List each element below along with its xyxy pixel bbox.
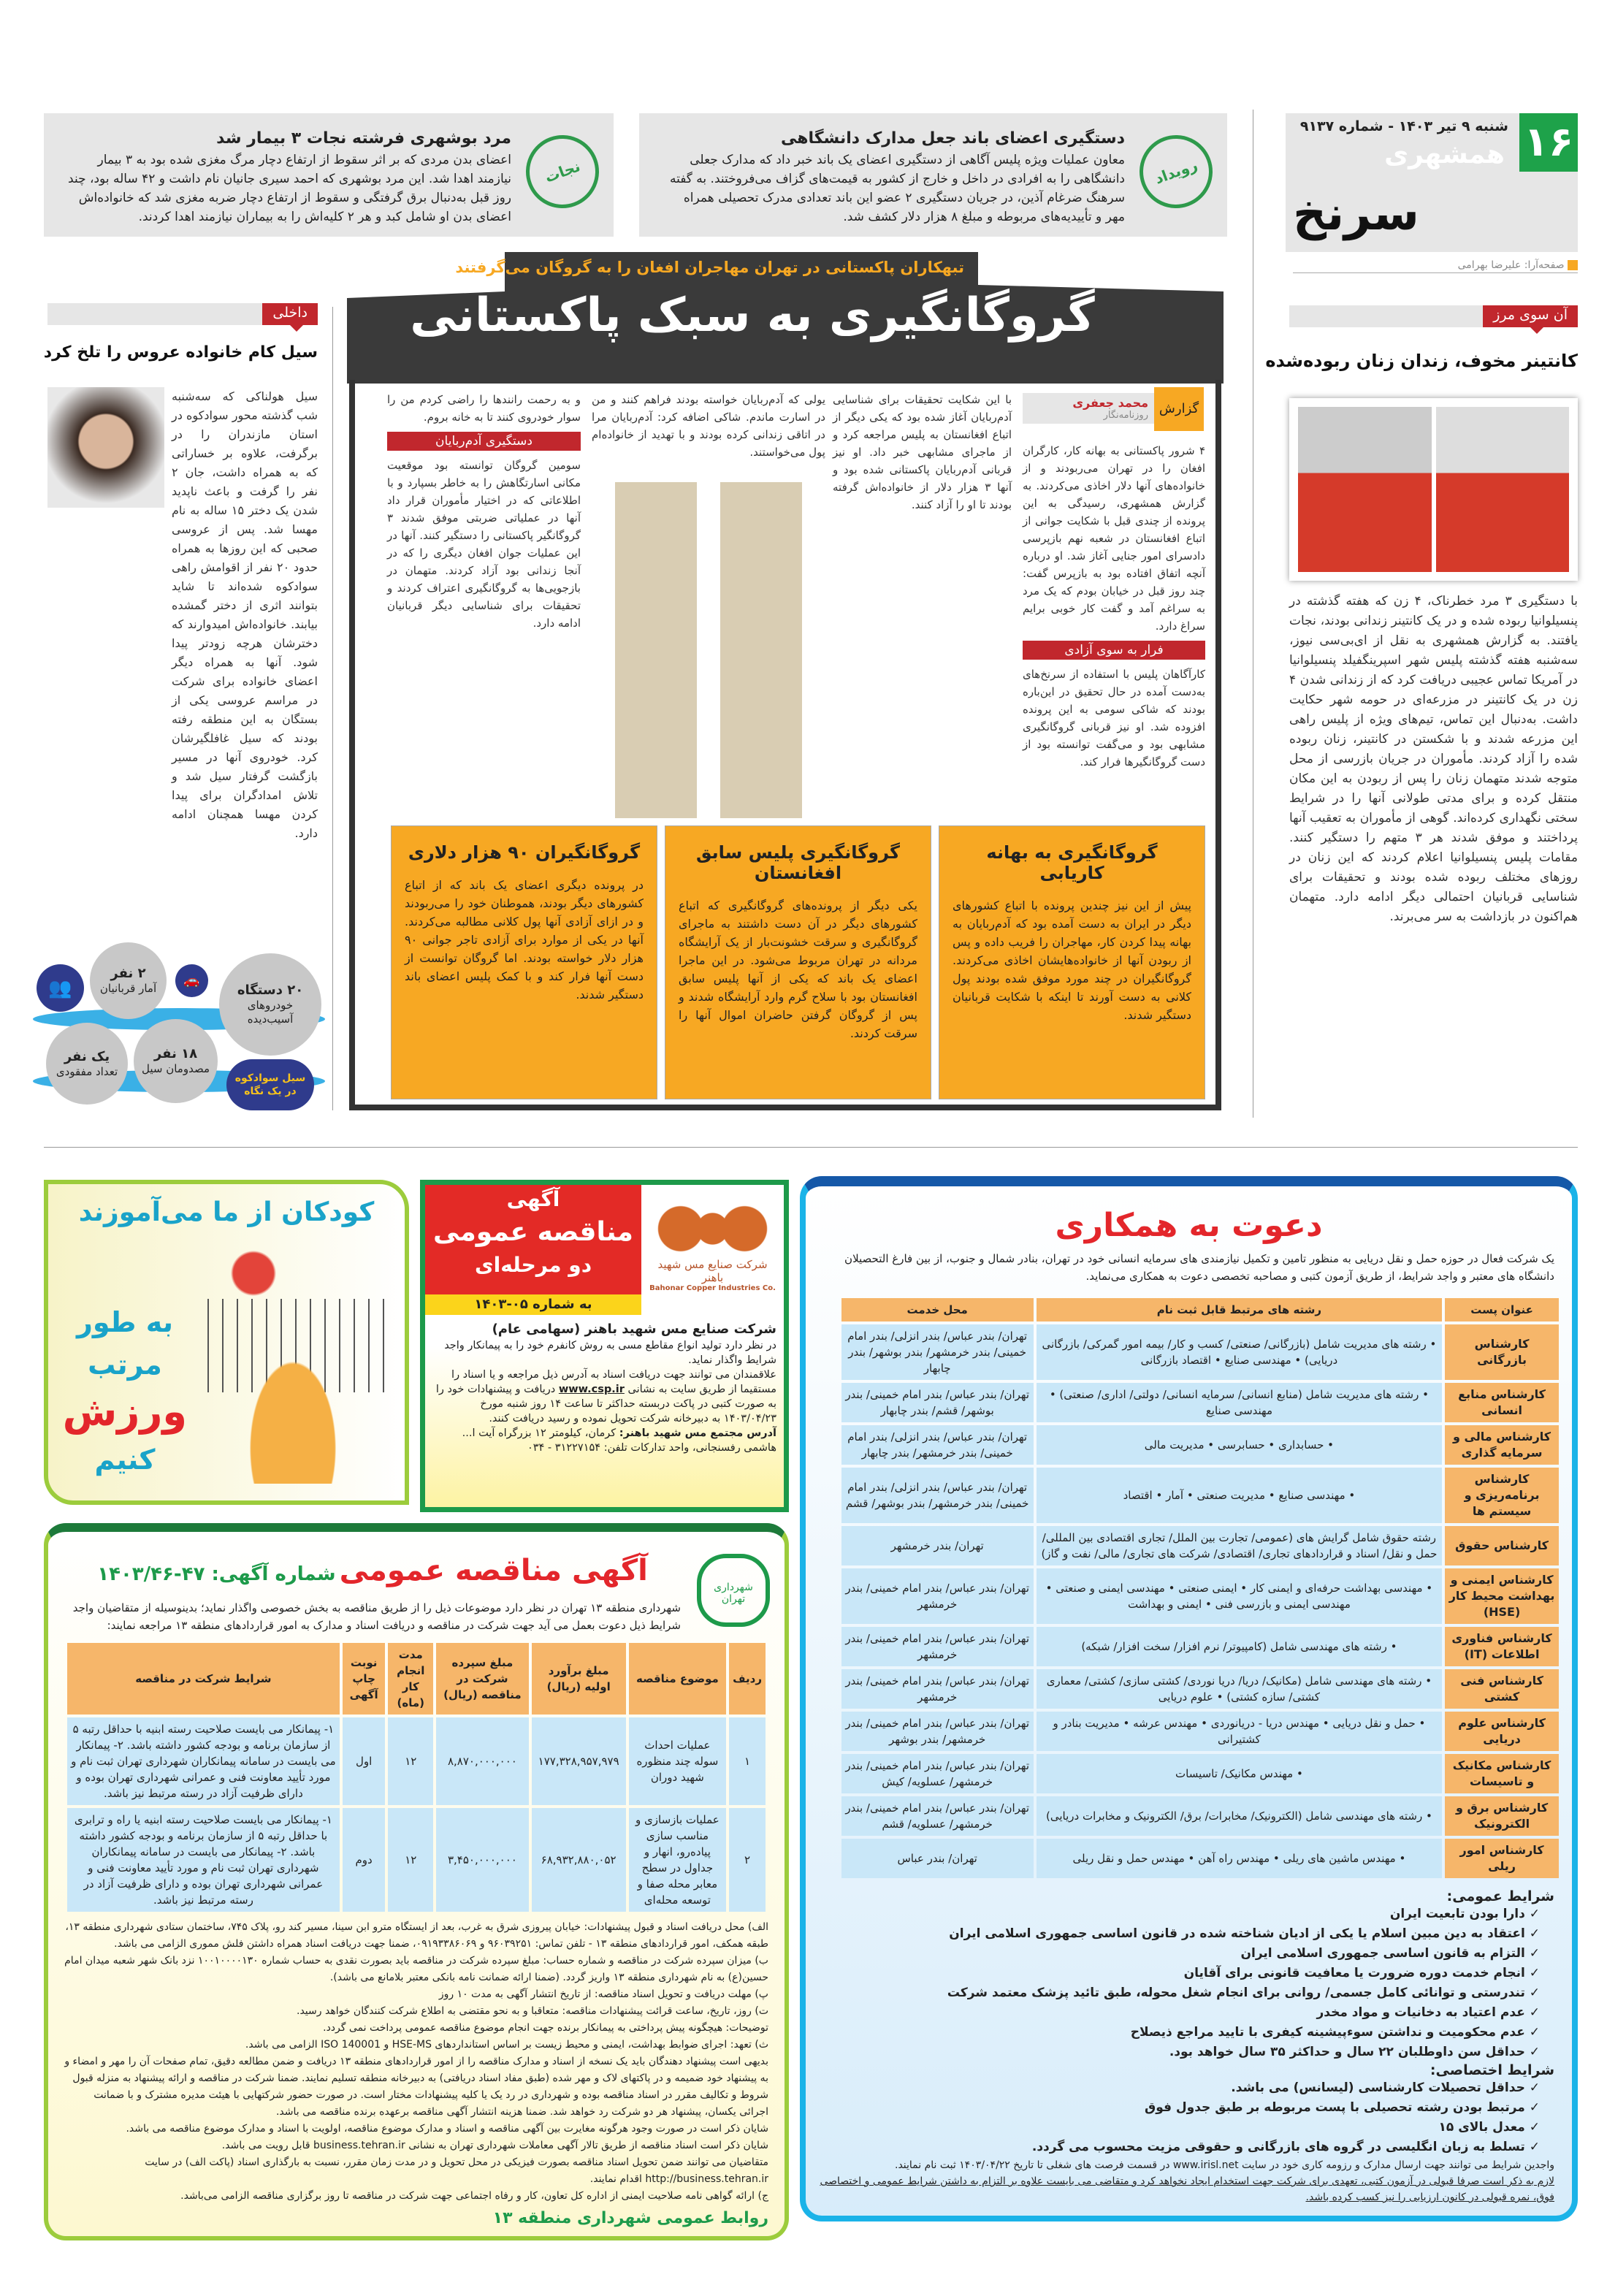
table-cell: تهران/ بندر عباس/ بندر امام خمینی/ بندر خرمشهر — [841, 1627, 1034, 1666]
condition-item: ✓ مرتبط بودن رشته تحصیلی با پست مربوطه بر طبق جدول فوق — [816, 2098, 1540, 2118]
box-text: در پرونده دیگری اعضای یک باند که از اتباع کشورهای دیگر بودند، هموطنان خود را می‌ربودند و در ازای آزادی آنها پول کلانی مطالبه می‌کردند. آنها در یکی از موارد برای آزادی تاجر جوانی ۹۰ هزار دلار خواسته بودند. اما گروگان توانست از دست آنها فرار کند و با کمک پلیس اعضای باند دستگیر شدند. — [405, 878, 644, 1002]
table-cell: عملیات احداث سوله چند منظوره شهید دوران — [629, 1717, 727, 1805]
column-header: عنوان پست — [1445, 1298, 1559, 1321]
article-kicker: تبهکاران پاکستانی در تهران مهاجران افغان را به گروگان می‌گرفتند — [455, 259, 964, 276]
table-cell: کارشناس امور ریلی — [1445, 1839, 1559, 1878]
ad-slogan-line: مرتب — [88, 1349, 162, 1381]
condition-item: ✓ تندرستی و توانائی کامل جسمی/ روانی برای انجام شغل محوله، طبق تائید پزشک معتمد شرکت — [816, 1983, 1540, 2003]
box-former-police — [665, 825, 931, 1099]
ad-slogan-line: به طور — [76, 1306, 174, 1338]
ad-signature: روابط عمومی شهرداری منطقه ۱۳ — [492, 2209, 768, 2227]
website-link[interactable]: www.csp.ir — [558, 1384, 625, 1395]
paper-name-logo: همشهری — [1384, 140, 1505, 169]
ad-text: در نظر دارد تولید انواع مقاطع مسی به روش کانفرم خود را به پیمانکار واجد شرایط واگذار نماید. — [444, 1340, 776, 1366]
table-cell: دوم — [343, 1808, 386, 1912]
tender-number: به شماره ۰۵-۱۴۰۳ — [425, 1294, 641, 1315]
box-title: گروگانگیران ۹۰ هزار دلاری — [408, 842, 641, 863]
section-tag: داخلی — [47, 303, 318, 325]
table-row — [841, 1839, 1559, 1878]
col-3 — [592, 391, 825, 461]
table-cell: ۱- پیمانکار می بایست صلاحیت رسته ابنیه با حداقل رتبه ۵ از سازمان برنامه و بودجه کشور داشته باشد. ۲- پیمانکار می بایست در سامانه پیمانکاران شهرداری تهران ثبت نام و مورد تأیید معاونت فنی و عمرانی شهرداری تهران بوده و دارای ظرفیت آزاد در رسته مرتبط نیز باشد. — [67, 1717, 340, 1805]
table-row — [841, 1468, 1559, 1523]
table-cell: اول — [343, 1717, 386, 1805]
table-cell: ۳,۴۵۰,۰۰۰,۰۰۰ — [436, 1808, 529, 1912]
issue-date: شنبه ۹ تیر ۱۴۰۳ - شماره ۹۱۳۷ — [1299, 118, 1508, 134]
table-cell: کارشناس مالی و سرمایه گذاری — [1445, 1425, 1559, 1465]
stat-cars: ۲۰ دستگاه خودروهای آسیب‌دیده — [219, 953, 321, 1056]
page-designer — [1293, 259, 1578, 273]
tender-number: شماره آگهی: ۴۷-۱۴۰۳/۴۶ — [97, 1563, 336, 1585]
article-body: ۴ شرور پاکستانی به بهانه کار، کارگران افغان را در تهران می‌ربودند و از خانواده‌های آنها دلار اخاذی می‌کردند. به گزارش همشهری، رسیدگی به این پرونده از چندی قبل با شکایت جوانی از اتباع افغانستان در شعبه نهم بازپرسی دادسرای امور جنایی آغاز شد. او درباره آنچه اتفاق افتاده بود به بازپرس گفت: چند روز قبل در خیابان بودم که یک مرد به سراغم آمد و گفت کار خوبی برایم سراغ دارد. — [1023, 444, 1205, 633]
table-cell: • حمل و نقل دریایی • مهندس دریا - دریانوردی • مهندس عرشه • مدیریت بنادر و کشتیرانی — [1037, 1712, 1442, 1751]
tehran-logo: شهرداری تهران — [697, 1554, 770, 1627]
table-row — [841, 1754, 1559, 1793]
table-cell: کارشناس حقوق — [1445, 1526, 1559, 1565]
table-cell: کارشناس فنی کشتی — [1445, 1669, 1559, 1709]
page-number: ۱۶ — [1519, 113, 1578, 172]
table-cell: کارشناس برق و الکترونیک — [1445, 1796, 1559, 1836]
box-title: گروگانگیری پلیس سابق افغانستان — [696, 842, 900, 883]
column-header: ردیف — [729, 1643, 766, 1715]
table-cell: تهران/ بندر عباس/ بندر امام خمینی/ بندر خرمشهر — [841, 1568, 1034, 1624]
kids-sport-ad — [44, 1180, 409, 1505]
tender-note: شایان ذکر است اسناد مناقصه از طریق تالار آگهی معاملات شهرداری تهران به نشانی business.tehran.ir قابل رویت می باشد. — [221, 2140, 768, 2151]
table-row — [841, 1324, 1559, 1380]
table-row — [841, 1627, 1559, 1666]
column-header: نوبت چاپ آگهی — [343, 1643, 386, 1715]
table-cell: تهران/ بندر عباس/ بندر امام خمینی/ بندر خرمشهر — [841, 1669, 1034, 1709]
tender-notes — [64, 1919, 768, 2205]
column-header: مبلغ برآورد اولیه (ریال) — [532, 1643, 626, 1715]
table-cell: تهران/ بندر عباس/ بندر انزلی/ بندر امام خمینی/ بندر خرمشهر/ بندر بوشهر/ بندر چابهار — [841, 1324, 1034, 1380]
bahonar-tender-ad — [420, 1180, 789, 1512]
tender-note: توضیحات: هیچگونه پیش پرداختی به پیمانکار برنده جهت انجام موضوع مناقصه عمومی پرداخت نمی گردد. — [323, 2022, 768, 2034]
column-header: رشته های مرتبط قابل ثبت نام — [1037, 1298, 1442, 1321]
detainees-photo — [592, 482, 825, 818]
box-title: گروگانگیری به بهانه کاریابی — [986, 842, 1158, 883]
table-cell: ۸,۸۷۰,۰۰۰,۰۰۰ — [436, 1717, 529, 1805]
table-row — [841, 1669, 1559, 1709]
table-cell: ۶۸,۹۳۲,۸۸۰,۰۵۲ — [532, 1808, 626, 1912]
box-job-pretext — [939, 825, 1205, 1099]
column-header: شرایط شرکت در مناقصه — [67, 1643, 340, 1715]
byline — [1023, 393, 1154, 424]
table-cell: • مهندس ماشین های ریلی • مهندس راه آهن • مهندس حمل و نقل ریلی — [1037, 1839, 1442, 1878]
table-cell: تهران/ بندر عباس/ بندر امام خمینی/ بندر خرمشهر/ بندر بوشهر — [841, 1712, 1034, 1751]
table-row — [841, 1712, 1559, 1751]
stat-missing: یک نفر تعداد مفقودی — [46, 1023, 128, 1105]
table-cell: • مهندسی صنایع • مدیریت صنعتی • آمار • اقتصاد — [1037, 1468, 1442, 1523]
table-cell: • مهندس مکانیک/ تاسیسات — [1037, 1754, 1442, 1793]
infographic-title: سیل سوادکوه در یک نگاه — [226, 1059, 314, 1110]
table-cell: ۱۲ — [388, 1808, 433, 1912]
ad-text: دریافت و پیشنهادات خود را به صورت کتبی در پاکت دربسته حداکثر تا ساعت ۱۴ روز شنبه مورخ ۱۴۰۳/۰۴/۲۳ به دبیرخانه شرکت تحویل نموده و رسید دریافت کنند. — [435, 1384, 776, 1424]
table-cell: تهران/ بندر عباس/ بندر امام خمینی/ بندر خرمشهر/ عسلویه/ کیش — [841, 1754, 1034, 1793]
logo-mark — [649, 1200, 776, 1258]
table-cell: تهران/ بندر عباس/ بندر انزلی/ بندر امام خمینی/ بندر خرمشهر/ بندر چابهار — [841, 1425, 1034, 1465]
conditions-title: شرایط اختصاصی: — [1429, 2062, 1554, 2078]
tender-note: متقاضیان می توانند ضمن تحویل اسناد مناقصه بصورت فیزیکی در محل تحویل و در مدت زمان مقرر، نسبت به بارگذاری اسناد (پاکت الف) در سایت http://business.tehran.ir اقدام نمایند. — [145, 2156, 768, 2185]
table-cell: • حسابداری • حسابرسی • مدیریت مالی — [1037, 1425, 1442, 1465]
brief-text: اعضای بدن مردی که بر اثر سقوط از ارتفاع دچار مرگ مغزی شده بود به ۳ بیمار نیازمند اهدا شد. این مرد بوشهری که احمد سیری جانیان نام داشت و ۴۲ ساله بود، چند روز قبل به‌دنبال برق گرفتگی و سقوط از ارتفاع دچار ضربه مغزی شد که خانواده‌اش اعضای بدن او شامل کبد و هر ۲ کلیه‌اش را به بیماران نیازمند اهدا کردند. — [68, 153, 511, 224]
municipality-tender-ad — [44, 1523, 789, 2240]
condition-item: ✓ حداقل سن داوطلبان ۲۲ سال و حداکثر ۳۵ سال خواهد بود. — [816, 2043, 1540, 2062]
table-row — [67, 1717, 766, 1805]
table-cell: عملیات بازسازی و مناسب سازی پیاده‌رو، انهار و جداول در سطح معابر محله صفا و توسعه محله‌ای — [629, 1808, 727, 1912]
tender-note: ج) ارائه گواهی نامه صلاحیت ایمنی از اداره کل تعاون، کار و رفاه اجتماعی جهت شرکت در مناقصه تا روز برگزاری مناقصه الزامی می‌باشد. — [180, 2190, 768, 2202]
brief-title: مرد بوشهری فرشته نجات ۳ بیمار شد — [216, 129, 511, 148]
company-logo — [649, 1200, 776, 1292]
condition-item: ✓ تسلط به زبان انگلیسی در گروه های بازرگانی و حقوقی مزیت محسوب می گردد. — [816, 2137, 1540, 2157]
suspects-photo — [1289, 398, 1578, 581]
address-label: آدرس مجتمع مس شهید باهنر: — [619, 1427, 776, 1439]
brief-university-forgery — [639, 113, 1227, 237]
article-body: سومین گروگان توانسته بود موقعیت مکانی اسارتگاهش را به خاطر بسپارد و با اطلاعاتی که در اختیار مأموران قرار داد آنها در عملیاتی ضربتی موفق شدند ۳ گروگانگیر پاکستانی را دستگیر کنند. آنها در این عملیات جوان افغان دیگری را که در آنجا زندانی بود آزاد کردند. متهمان در بازجویی‌ها به گروگانگیری اعتراف کردند و تحقیقات برای شناسایی دیگر قربانیان ادامه دارد. — [387, 459, 581, 630]
author-role: روزنامه‌نگار — [1103, 410, 1148, 421]
general-conditions — [816, 1904, 1554, 2062]
col-4 — [387, 391, 581, 632]
tender-note: ت) روز، تاریخ، ساعت قرائت پیشنهادات مناقصه: متعاقبا و به نحو مقتضی به اطلاع شرکت کنندگان خواهد رسید. — [297, 2005, 768, 2017]
brief-organ-donation — [44, 113, 614, 237]
subheading: دستگیری آدم‌ربایان — [387, 432, 581, 451]
article-headline: کانتینر مخوف، زندان زنان ربوده‌شده — [1265, 351, 1578, 371]
author-name: محمد جعفری — [1072, 396, 1148, 410]
table-cell: • مهندسی بهداشت حرفه‌ای و ایمنی کار • ایمنی صنعتی • مهندسی ایمنی و صنعتی • مهندسی ایمنی و بازرسی فنی • ایمنی و بهداشت — [1037, 1568, 1442, 1624]
table-cell: کارشناس فناوری اطلاعات (IT) — [1445, 1627, 1559, 1666]
ad-intro: یک شرکت فعال در حوزه حمل و نقل دریایی به منظور تامین و تکمیل نیازمندی های سرمایه انسانی خود در تهران، بنادر شمال و جنوب، از بین فارغ التحصیلان دانشگاه های معتبر و واجد شرایط، از طریق آزمون کتبی و مصاحبه تخصصی دعوت به همکاری می‌نماید. — [844, 1252, 1554, 1283]
subheading: فرار به سوی آزادی — [1023, 641, 1205, 660]
jobs-table — [839, 1295, 1562, 1881]
article-body: کارآگاهان پلیس با استفاده از سرنخ‌های به‌دست آمده در حال تحقیق در این‌باره بودند که شاکی سومی به این پرونده افزوده شد. او نیز قربانی گروگانگیری مشابهی بود و می‌گفت توانسته بود از دست گروگانگیرها فرار کند. — [1023, 668, 1205, 768]
tender-note: الف) محل دریافت اسناد و قبول پیشنهادات: خیابان پیروزی شرق به غرب، بعد از ایستگاه مترو ابن سینا، مسیر کند رو، پلاک ۷۴۵، ساختمان ستادی شهرداری منطقه ۱۳، طبقه همکف، امور قراردادهای منطقه ۱۳ - تلفن تماس: ۹۶۰۳۹۲۵۱ و ۰۹۱۹۳۳۸۶۰۶۹، ضمنا جهت دریافت اسناد همراه داشتن فلش مموری الزامی می باشد. — [65, 1921, 768, 1950]
table-cell: ۱۲ — [388, 1717, 433, 1805]
condition-item: ✓ دارا بودن تابعیت ایران — [816, 1904, 1540, 1924]
ad-footer: لازم به ذکر است صرفا قبولی در آزمون کتبی، تعهدی برای شرکت جهت استخدام ایجاد نخواهد کرد و متقاضی می بایست علاوه بر التزام به داشتن شرایط عمومی و اختصاصی فوق، نمره قبولی در کانون ارزیابی را نیز کسب کرده باشد. — [820, 2175, 1554, 2203]
col-2 — [833, 391, 1012, 514]
col-1 — [1023, 442, 1205, 771]
ad-label: دو مرحله‌ای — [474, 1253, 592, 1277]
tender-note: پ) مهلت دریافت و تحویل اسناد مناقصه: از تاریخ انتشار آگهی به مدت ۱۰ روز — [438, 1988, 768, 2000]
tender-note: ث) تعهد: اجرای ضوابط بهداشت، ایمنی و محیط زیست بر اساس استانداردهای HSE-MS و ISO 140001 الزامی می باشد. — [245, 2039, 768, 2051]
table-cell: کارشناس ایمنی و بهداشت محیط کار (HSE) — [1445, 1568, 1559, 1624]
masthead — [1286, 113, 1578, 252]
box-text: یکی دیگر از پرونده‌های گروگانگیری که اتباع کشورهای دیگر در آن دست داشتند به ماجرای گروگانگیری و سرقت خشونت‌بار از یک آرایشگاه مردانه در تهران مربوط می‌شود. در این ماجرا اعضای یک باند که یکی از آنها پلیس سابق افغانستان بود با سلاح گرم وارد آرایشگاه شدند و پس از گروگان گرفتن حاضران اموال آنها را سرقت کردند. — [679, 899, 917, 1040]
section-tag: آن سوی مرز — [1289, 305, 1578, 327]
column-divider — [332, 307, 333, 1110]
article-body: با دستگیری ۳ مرد خطرناک، ۴ زن که هفته گذشته در پنسیلوانیا ربوده شده و در یک کانتینر زندانی بودند، نجات یافتند. به گزارش همشهری به نقل از ای‌بی‌سی نیوز، سه‌شنبه هفته گذشته پلیس شهر اسپرینگفیلد پنسیلوانیا در آمریکا تماس عجیبی دریافت کرد که از زندانی شدن ۴ زن در یک کانتینر در مزرعه‌ای در حومه شهر حکایت داشت. به‌دنبال این تماس، تیم‌های ویژه از پلیس راهی این مزرعه شدند و با شکستن در کانتینر، زنان ربوده شده را آزاد کردند. مأموران در جریان بازرسی از محل متوجه شدند متهمان زنان را پس از ربودن به این مکان منتقل کرده و برای مدتی طولانی آنها را در شرایط سختی نگهداری کرده‌اند. گوهی از مأموران به تعقیب آنها پرداختند و موفق شدند هر ۳ متهم را دستگیر کنند. مقامات پلیس پنسیلوانیا اعلام کردند که این زنان در روزهای مختلف ربوده شده بودند و تحقیقات برای شناسایی قربانیان احتمالی دیگر ادامه دارد. متهمان هم‌اکنون در بازداشت به سر می‌برند. — [1289, 594, 1579, 924]
section-divider — [44, 1147, 1578, 1148]
table-row — [841, 1425, 1559, 1465]
main-headline: گروگانگیری به سبک پاکستانی — [410, 289, 1095, 343]
ad-title: آگهی مناقصه عمومی — [339, 1554, 648, 1587]
table-cell: کارشناس علوم دریایی — [1445, 1712, 1559, 1751]
stat-victims: ۲ نفر آمار قربانیان — [90, 942, 167, 1019]
table-cell: ۲ — [729, 1808, 766, 1912]
article-headline: سیل کام خانواده عروس را تلخ کرد — [43, 343, 318, 362]
table-cell: کارشناس بازرگانی — [1445, 1324, 1559, 1380]
address: کرمان، کیلومتر ۱۲ بزرگراه آیت ا... هاشمی رفسنجانی، واحد تدارکات تلفن: ۳۱۲۲۷۱۵۴ - ۰۳۴ — [462, 1427, 776, 1454]
report-label: گزارش — [1154, 387, 1204, 431]
job-invitation-ad — [800, 1176, 1578, 2221]
condition-item: ✓ عدم اعتیاد به دخانیات و مواد مخدر — [816, 2003, 1540, 2023]
ad-label: آگهی — [506, 1187, 560, 1211]
ad-title: دعوت به همکاری — [1055, 1207, 1323, 1244]
table-cell: تهران/ بندر عباس/ بندر امام خمینی/ بندر بوشهر/ قشم/ بندر چابهار — [841, 1383, 1034, 1422]
condition-item: ✓ معدل بالای ۱۵ — [816, 2118, 1540, 2137]
box-90k-dollars — [391, 825, 657, 1099]
ad-intro: شهرداری منطقه ۱۳ تهران در نظر دارد موضوعات ذیل را از طریق مناقصه به بخش خصوصی واگذار نماید؛ بدینوسیله از متقاضیان واجد شرایط ذیل دعوت بعمل می آید جهت شرکت در مناقصه و دریافت اسناد و مدارک به امور قراردادهای منطقه ۱۳ مراجعه نمایند: — [72, 1601, 681, 1632]
ad-slogan-highlight: ورزش — [62, 1389, 187, 1435]
table-cell: رشته حقوق شامل گرایش های (عمومی/ تجارت بین الملل/ تجاری اقتصادی بین المللی/ حمل و نقل/ اسناد و قراردادهای تجاری/ اقتصادی/ شرکت های تجاری/ مالی/ نفت و گاز) — [1037, 1526, 1442, 1565]
designer-name: صفحه‌آرا: علیرضا بهرامی — [1457, 259, 1565, 271]
volleyball-illustration — [194, 1250, 392, 1484]
article-body: سیل هولناکی که سه‌شنبه شب گذشته محور سوادکوه در استان مازندران را در برگرفت، علاوه بر خساراتی که به همراه داشت، جان ۲ نفر را گرفت و باعث ناپدید شدن یک دختر ۱۵ ساله به نام مهسا شد. پس از عروسی صحبی که این روزها به همراه حدود ۲۰ نفر از اقوامش راهی سوادکوه شده‌اند تا شاید بتوانند اثری از دختر گمشده بیابند. خانواده‌اش امیدوارند که دخترشان هرچه زودتر پیدا شود. آنها به همراه دیگر اعضای خانواده برای شرکت در مراسم عروسی یکی از بستگان به این منطقه رفته بودند که سیل غافلگیرشان کرد. خودروی آنها در مسیر بازگشت گرفتار سیل شد و تلاش امدادگران برای پیدا کردن مهسا همچنان ادامه دارد. — [172, 389, 318, 840]
condition-item: ✓ عدم محکومیت و نداشتن سوء‌پیشینه کیفری با تایید مراجع ذیصلاح — [816, 2023, 1540, 2043]
table-row — [67, 1808, 766, 1912]
brief-text: معاون عملیات ویژه پلیس آگاهی از دستگیری اعضای یک باند خبر داد که مدارک جعلی دانشگاهی را به افرادی در داخل و خارج از کشور به قیمت‌های گزاف می‌فروختند. به گفته سرهنگ ضرغام آذین، در جریان دستگیری ۲ عضو این باند تعدادی مدرک تحصیلی همراه مهر و تأییدیه‌های مربوطه و مبلغ ۸ هزار دلار کشف شد. — [669, 153, 1125, 224]
table-row — [841, 1796, 1559, 1836]
table-cell: کارشناس مکانیک و تاسیسات — [1445, 1754, 1559, 1793]
tender-note: بدیهی است پیشنهاد دهندگان باید یک نسخه از اسناد و مدارک مناقصه را از امور قراردادهای منطقه ۱۳ دریافت و ضمن مطالعه دقیق، تمام صفحات آن را مهر و امضاء و به پیشنهاد خود ضمیمه و در پاکتهای لاک و مهر شده (طبق مفاد اسناد دریافتی) به دبیرخانه منطقه تسلیم نمایند. ضمنا شرکت در مناقصه و ارائه پیشنهاد به منزله قبول شروط و تکالیف مقرر در اسناد مناقصه بوده و شهرداری در رد یک یا کلیه پیشنهادات مختار است. در صورت حضور شرکتهایی با هیئت مدیره مشترک و با ضمانت اجرائی یکسان، پیشنهاد هر دو شرکت رد خواهد شد. ضمنا هزینه انتشار آگهی مناقصه برعهده برنده مناقصه می باشد. — [64, 2056, 768, 2118]
column-header: مدت انجام کار (ماه) — [388, 1643, 433, 1715]
article-body: با این شکایت تحقیقات برای شناسایی آدم‌ربایان آغاز شده بود که یکی دیگر از اتباع افغانستان به پلیس مراجعه کرد و از ماجرای مشابهی خبر داد. او نیز قربانی آدم‌ربایان پاکستانی شده بود و آنها ۳ هزار دلار از خانواده‌اش گرفته بودند تا او را آزاد کنند. — [833, 393, 1012, 511]
column-header: موضوع مناقصه — [629, 1643, 727, 1715]
car-icon: 🚗 — [175, 964, 208, 997]
section-logo: سرنخ — [1293, 187, 1419, 241]
table-row — [841, 1383, 1559, 1422]
table-cell: ۱ — [729, 1717, 766, 1805]
stat-injured: ۱۸ نفر مصدومان سیل — [134, 1019, 218, 1103]
condition-item: ✓ التزام به قانون اساسی جمهوری اسلامی ایران — [816, 1944, 1540, 1964]
ad-label: مناقصه عمومی — [433, 1217, 633, 1247]
condition-item: ✓ اعتقاد به دین مبین اسلام یا یکی از ادیان شناخته شده در قانون اساسی جمهوری اسلامی ایران — [816, 1924, 1540, 1944]
stamp-icon: رویداد — [1129, 125, 1223, 218]
column-header: محل خدمت — [841, 1298, 1034, 1321]
ad-title: کودکان از ما می‌آموزند — [78, 1197, 375, 1227]
table-cell: ۱۷۷,۳۲۸,۹۵۷,۹۷۹ — [532, 1717, 626, 1805]
table-cell: ۱- پیمانکار می بایست صلاحیت رسته ابنیه یا راه و ترابری با حداقل رتبه ۵ از سازمان برنامه و بودجه کشور داشته باشد. ۲- پیمانکار می بایست در سامانه پیمانکاران شهرداری تهران ثبت نام و مورد تأیید معاونت فنی و عمرانی شهرداری تهران بوده و دارای ظرفیت آزاد در رسته مرتبط نیز باشد. — [67, 1808, 340, 1912]
box-text: پیش از این نیز چندین پرونده با اتباع کشورهای دیگر در ایران به دست آمده بود که آدم‌ربایان به بهانه پیدا کردن کار، مهاجران را فریب داده و پس از ربودن آنها از خانواده‌هایشان اخاذی می‌کردند. گروگانگیران در چند مورد موفق شده بودند پول کلانی به دست آورند تا اینکه با شکایت قربانیان دستگیر شدند. — [953, 899, 1191, 1022]
table-cell: • رشته های مهندسی شامل (الکترونیک/ مخابرات/ برق/ الکترونیک و مخابرات دریایی) — [1037, 1796, 1442, 1836]
article-body: و به رحمت رانندها را راضی کردم من را سوار خودروی کنند تا به خانه بروم. — [387, 393, 581, 424]
column-header: مبلغ سپرده شرکت در مناقصه (ریال) — [436, 1643, 529, 1715]
logo-text-en: Bahonar Copper Industries Co. — [649, 1284, 776, 1292]
table-row — [841, 1526, 1559, 1565]
table-cell: • رشته های مهندسی شامل (مکانیک/ دریا/ دریا نوردی/ کشتی سازی/ کشتی/ معماری کشتی/ سازه کشتی) • علوم دریایی — [1037, 1669, 1442, 1709]
ad-slogan-line: کنیم — [94, 1443, 156, 1476]
article-body: یولی که آدم‌ربایان خواسته بودند فراهم کنند و من در اسارت ماندم. شاکی اضافه کرد: آدم‌ربایان مرا در اتاقی زندانی کرده بودند و با تهدید از خانواده‌ام پول می‌خواستند. — [592, 393, 825, 459]
company-name: شرکت صنایع مس شهید باهنر (سهامی عام) — [492, 1321, 776, 1337]
table-cell: • رشته های مهندسی شامل (کامپیوتر/ نرم افزار/ سخت افزار/ شبکه) — [1037, 1627, 1442, 1666]
condition-item: ✓ حداقل تحصیلات کارشناسی (لیسانس) می باشد. — [816, 2078, 1540, 2098]
table-cell: تهران/ بندر عباس/ بندر انزلی/ بندر امام خمینی/ بندر خرمشهر/ بندر بوشهر/ قشم — [841, 1468, 1034, 1523]
table-cell: • رشته های مدیریت شامل (بازرگانی/ صنعتی/ کسب و کار/ بیمه امور گمرکی/ بازرگانی دریایی) • مهندسی صنایع • اقتصاد بازرگانی — [1037, 1324, 1442, 1380]
table-cell: کارشناس برنامه‌ریزی و سیستم ها — [1445, 1468, 1559, 1523]
tender-note: ب) میزان سپرده شرکت در مناقصه و شماره حساب: مبلغ سپرده شرکت در مناقصه باید بصورت نقدی به حساب شماره ۱۰۰۱۰۰۰۰۱۳۰ نزد بانک شهر شعبه میدان امام حسین(ع) به نام شهرداری منطقه ۱۳ واریز گردد. (ضمنا ارائه ضمانت نامه بانکی معتبر بلامانع می باشد). — [64, 1955, 768, 1983]
tender-table — [64, 1640, 768, 1915]
table-cell: کارشناس منابع انسانی — [1445, 1383, 1559, 1422]
ad-footer: واجدین شرایط می توانند جهت ارسال مدارک و رزومه کاری خود در سایت www.irisl.net در قسمت فرصت های شغلی تا تاریخ ۱۴۰۳/۰۴/۲۲ ثبت نام نمایند. — [895, 2159, 1554, 2171]
logo-text: شرکت صنایع مس شهید باهنر — [657, 1258, 768, 1284]
condition-item: ✓ انجام خدمت دوره ضرورت یا معافیت قانونی برای آقایان — [816, 1964, 1540, 1983]
tender-note: شایان ذکر است در صورت وجود هرگونه مغایرت بین آگهی مناقصه و اسناد و مدارک موضوع مناقصه، اولویت با اسناد و مدارک موضوع مناقصه می باشد. — [126, 2123, 768, 2135]
brief-title: دستگیری اعضای باند جعل مدارک دانشگاهی — [780, 129, 1125, 148]
table-cell: تهران/ بندر عباس — [841, 1839, 1034, 1878]
table-row — [841, 1568, 1559, 1624]
table-cell: تهران/ بندر عباس/ بندر امام خمینی/ بندر خرمشهر/ عسلویه/ قشم — [841, 1796, 1034, 1836]
conditions-title: شرایط عمومی: — [1446, 1888, 1554, 1904]
table-cell: • رشته های مدیریت شامل (منابع انسانی/ سرمایه انسانی/ دولتی/ اداری/ صنعتی) • مهندسی صنایع — [1037, 1383, 1442, 1422]
people-icon: 👥 — [37, 964, 84, 1012]
ad-text: علاقمندان می توانند جهت دریافت اسناد به آدرس ذیل مراجعه و یا اسناد را مستقیما از طریق سایت به نشانی — [451, 1369, 776, 1395]
flood-infographic — [33, 942, 325, 1107]
stamp-icon: نجات — [516, 125, 609, 218]
table-cell: تهران/ بندر خرمشهر — [841, 1526, 1034, 1565]
special-conditions — [816, 2078, 1554, 2157]
